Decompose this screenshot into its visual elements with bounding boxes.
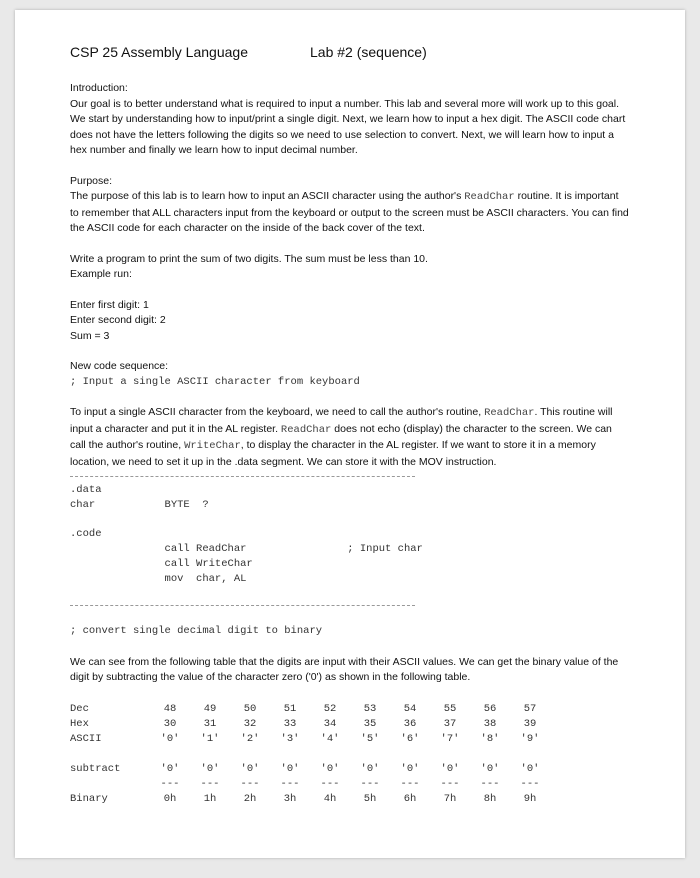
- writechar-code: WriteChar: [184, 440, 241, 452]
- dash-cell: ---: [200, 778, 220, 790]
- table-cell: 0h: [163, 793, 177, 805]
- example-run-line: Enter first digit: 1: [70, 298, 149, 311]
- code-line: mov char, AL: [70, 573, 247, 585]
- dash-cell: ---: [440, 778, 460, 790]
- lab-title: Lab #2 (sequence): [310, 44, 427, 60]
- explain-line: [70, 422, 670, 439]
- table-row-dec: [70, 702, 550, 717]
- convert-section: [70, 624, 670, 686]
- sequence-section: [70, 359, 670, 390]
- dash-cell: ---: [480, 778, 500, 790]
- table-cell: '3': [280, 733, 300, 745]
- explain-text: does not echo (display) the character to the screen. We can: [331, 422, 612, 435]
- table-cell: 8h: [483, 793, 497, 805]
- ascii-table: [70, 702, 550, 807]
- intro-line: Our goal is to better understand what is required to input a number. This lab and several more will work up to this goal.: [70, 97, 620, 110]
- convert-line: We can see from the following table that the digits are input with their ASCII values. We can get the binary value of the: [70, 655, 619, 668]
- table-cell: 1h: [203, 793, 217, 805]
- table-cell: '0': [480, 763, 500, 775]
- purpose-line: [70, 189, 670, 206]
- intro-heading: Introduction:: [70, 82, 128, 94]
- table-row-subtract: [70, 762, 550, 777]
- table-cell: 53: [363, 703, 377, 715]
- table-cell: '0': [400, 763, 420, 775]
- table-row-binary: [70, 792, 550, 807]
- table-cell: '0': [160, 763, 180, 775]
- table-cell: 48: [163, 703, 177, 715]
- explain-line: [70, 438, 670, 455]
- table-cell: '9': [520, 733, 540, 745]
- dash-cell: ---: [400, 778, 420, 790]
- table-row-hex: [70, 717, 550, 732]
- row-label: Dec: [70, 703, 89, 715]
- explain-line: location, we need to set it up in the .data segment. We can store it with the MOV instruction.: [70, 455, 497, 468]
- table-cell: '5': [360, 733, 380, 745]
- table-cell: '1': [200, 733, 220, 745]
- convert-line: digit by subtracting the value of the character zero ('0') as shown in the following table.: [70, 671, 471, 683]
- introduction-section: [70, 81, 670, 159]
- explain-text: call the author's routine,: [70, 439, 185, 451]
- table-cell: '8': [480, 733, 500, 745]
- explain-text: . This routine will: [534, 406, 613, 418]
- purpose-line: to remember that ALL characters input from the keyboard or output to the screen must be ASCII characters. You can find: [70, 206, 629, 219]
- table-cell: '0': [240, 763, 260, 775]
- table-cell: 54: [403, 703, 417, 715]
- row-label: Binary: [70, 793, 108, 805]
- table-cell: 51: [283, 703, 297, 715]
- purpose-section: [70, 174, 670, 237]
- intro-line: hex number and finally we learn how to input decimal number.: [70, 144, 358, 156]
- table-cell: 50: [243, 703, 257, 715]
- example-run-line: Sum = 3: [70, 329, 110, 342]
- table-cell: 30: [163, 718, 177, 730]
- table-cell: 9h: [523, 793, 537, 805]
- code-block: [70, 483, 670, 587]
- table-cell: 31: [203, 718, 217, 730]
- table-cell: 52: [323, 703, 337, 715]
- explain-text: To input a single ASCII character from the keyboard, we need to call the author's routine,: [70, 406, 485, 418]
- data-declaration: char BYTE ?: [70, 499, 209, 511]
- sequence-heading: New code sequence:: [70, 360, 169, 372]
- dash-cell: ---: [160, 778, 180, 790]
- code-line: call ReadChar ; Input char: [70, 543, 423, 555]
- intro-line: We start by understanding how to input/print a single digit. Next, we learn how to input a hex digit. The ASCII code chart: [70, 113, 626, 125]
- table-cell: '0': [200, 763, 220, 775]
- row-label: subtract: [70, 763, 121, 775]
- table-cell: 49: [203, 703, 217, 715]
- purpose-heading: Purpose:: [70, 174, 113, 187]
- table-cell: 35: [363, 718, 377, 730]
- row-label: Hex: [70, 718, 89, 730]
- divider: [70, 605, 415, 606]
- row-label: ASCII: [70, 733, 102, 745]
- table-cell: '7': [440, 733, 460, 745]
- table-cell: 55: [443, 703, 457, 715]
- explanation-section: [70, 405, 670, 470]
- table-cell: '4': [320, 733, 340, 745]
- table-cell: 7h: [443, 793, 457, 805]
- dash-cell: ---: [320, 778, 340, 790]
- table-cell: '0': [520, 763, 540, 775]
- table-cell: 4h: [323, 793, 337, 805]
- table-cell: 56: [483, 703, 497, 715]
- table-cell: 57: [523, 703, 537, 715]
- table-cell: 39: [523, 718, 537, 730]
- example-run-line: Enter second digit: 2: [70, 314, 166, 326]
- table-cell: '0': [440, 763, 460, 775]
- table-cell: 32: [243, 718, 257, 730]
- table-cell: 33: [283, 718, 297, 730]
- purpose-text: The purpose of this lab is to learn how to input an ASCII character using the author's: [70, 190, 465, 202]
- table-cell: '6': [400, 733, 420, 745]
- table-cell: 5h: [363, 793, 377, 805]
- data-directive: .data: [70, 484, 102, 496]
- purpose-text: routine. It is important: [514, 190, 619, 202]
- purpose-line: the ASCII code for each character on the inside of the back cover of the text.: [70, 222, 425, 234]
- divider: [70, 476, 415, 477]
- code-line: call WriteChar: [70, 558, 253, 570]
- table-cell: 36: [403, 718, 417, 730]
- table-row-ascii: [70, 732, 550, 747]
- table-cell: 34: [323, 718, 337, 730]
- table-cell: 2h: [243, 793, 257, 805]
- task-line: Write a program to print the sum of two digits. The sum must be less than 10.: [70, 252, 428, 265]
- table-cell: 38: [483, 718, 497, 730]
- example-run: [70, 298, 670, 345]
- table-cell: 6h: [403, 793, 417, 805]
- code-directive: .code: [70, 528, 102, 540]
- table-cell: 37: [443, 718, 457, 730]
- table-cell: 3h: [283, 793, 297, 805]
- sequence-comment: ; Input a single ASCII character from keyboard: [70, 375, 360, 388]
- readchar-code: ReadChar: [280, 423, 332, 436]
- intro-line: does not have the letters following the digits so we need to use selection to convert. Next, we will learn how to input a: [70, 128, 614, 141]
- document-content: [70, 40, 670, 807]
- task-line: Example run:: [70, 268, 132, 280]
- explain-text: , to display the character in the AL register. If we want to store it in a memory: [240, 439, 596, 451]
- explain-text: input a character and put it in the AL register.: [70, 422, 281, 435]
- table-cell: '2': [240, 733, 260, 745]
- readchar-code: ReadChar: [484, 407, 535, 419]
- table-row-dashes: [70, 777, 550, 792]
- dash-cell: ---: [360, 778, 380, 790]
- table-cell: '0': [160, 733, 180, 745]
- document-header: [70, 40, 670, 64]
- dash-cell: ---: [280, 778, 300, 790]
- explain-line: [70, 405, 670, 422]
- readchar-code: ReadChar: [464, 191, 515, 203]
- document-page: [15, 10, 685, 858]
- course-title: CSP 25 Assembly Language: [70, 44, 248, 60]
- table-cell: '0': [280, 763, 300, 775]
- convert-comment: ; convert single decimal digit to binary: [70, 625, 323, 637]
- table-cell: '0': [360, 763, 380, 775]
- dash-cell: ---: [520, 778, 540, 790]
- task-section: [70, 252, 670, 283]
- table-cell: '0': [320, 763, 340, 775]
- dash-cell: ---: [240, 778, 260, 790]
